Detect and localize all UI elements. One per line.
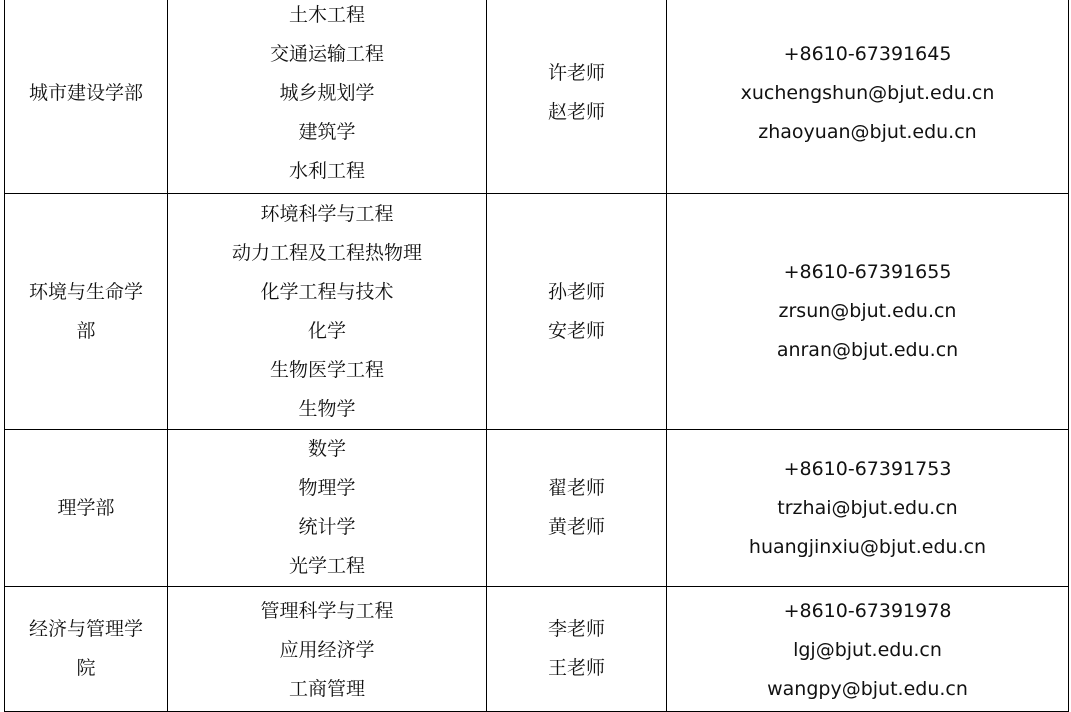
contact-cell [667,587,1069,712]
email-link[interactable]: trzhai@bjut.edu.cn [777,496,958,519]
email-link[interactable]: lgj@bjut.edu.cn [793,638,942,661]
major-item: 动力工程及工程热物理 [231,241,422,264]
teachers-cell [487,587,667,712]
department-cell [5,430,168,587]
major-item: 应用经济学 [279,638,375,661]
email-link[interactable]: wangpy@bjut.edu.cn [767,677,968,700]
major-item: 环境科学与工程 [260,202,394,225]
department-name: 理学部 [57,496,115,519]
majors-cell [168,194,487,430]
major-item: 生物医学工程 [269,358,384,381]
major-item: 土木工程 [288,3,365,26]
email-link[interactable]: zrsun@bjut.edu.cn [778,300,957,322]
major-item: 工商管理 [288,677,365,700]
major-item: 统计学 [298,516,356,538]
phone-number: +8610-67391655 [783,261,952,283]
table-row [5,0,1069,194]
teacher-name: 翟老师 [547,477,605,499]
department-cell [5,194,168,430]
major-item: 光学工程 [288,555,365,577]
major-item: 水利工程 [288,159,365,182]
teacher-name: 许老师 [547,62,605,84]
email-link[interactable]: xuchengshun@bjut.edu.cn [740,81,995,104]
teacher-name: 王老师 [547,657,605,679]
department-name: 环境与生命学部 [28,280,143,342]
teachers-cell [487,0,667,194]
major-item: 化学 [307,319,346,342]
table-row [5,587,1069,712]
teacher-name: 安老师 [547,319,605,342]
contact-cell [667,194,1069,430]
teacher-name: 黄老师 [547,516,605,538]
table-row [5,430,1069,587]
major-item: 管理科学与工程 [260,599,394,622]
major-item: 交通运输工程 [269,42,384,65]
department-name: 城市建设学部 [28,81,143,104]
majors-cell [168,587,487,712]
phone-number: +8610-67391645 [783,42,952,65]
majors-cell [168,430,487,587]
table-row [5,194,1069,430]
contact-cell [667,0,1069,194]
majors-cell [168,0,487,194]
email-link[interactable]: anran@bjut.edu.cn [776,339,959,361]
email-link[interactable]: huangjinxiu@bjut.edu.cn [748,535,987,558]
phone-number: +8610-67391978 [783,599,952,622]
major-item: 建筑学 [298,120,356,143]
department-cell [5,587,168,712]
major-item: 生物学 [298,397,356,420]
teachers-cell [487,194,667,430]
teacher-name: 赵老师 [547,101,605,123]
teachers-cell [487,430,667,587]
department-contact-table [4,0,1069,712]
major-item: 数学 [307,438,346,460]
email-link[interactable]: zhaoyuan@bjut.edu.cn [758,120,977,143]
major-item: 城乡规划学 [279,81,375,104]
contact-table-container [4,0,1068,712]
major-item: 化学工程与技术 [260,280,394,303]
major-item: 物理学 [298,477,356,499]
phone-number: +8610-67391753 [783,457,952,480]
contact-cell [667,430,1069,587]
department-cell [5,0,168,194]
teacher-name: 孙老师 [547,280,605,303]
department-name: 经济与管理学院 [28,618,143,679]
teacher-name: 李老师 [547,618,605,640]
